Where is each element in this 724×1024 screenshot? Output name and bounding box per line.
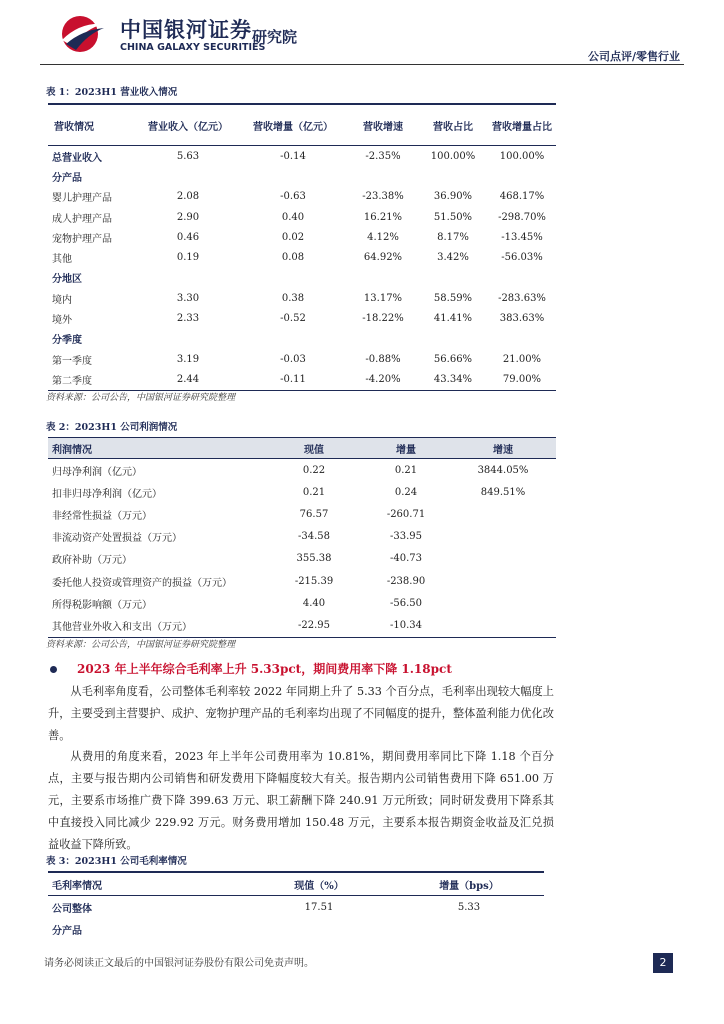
table-cell: -0.88% <box>365 353 401 365</box>
table-cell: 56.66% <box>433 353 473 365</box>
table-row <box>48 227 556 247</box>
table-cell <box>450 503 556 525</box>
table-cell: 849.51% <box>480 486 526 498</box>
table-row <box>48 918 544 940</box>
footer-disclaimer: 请务必阅读正文最后的中国银河证券股份有限公司免责声明。 <box>44 958 314 969</box>
table-cell: 0.22 <box>302 464 326 476</box>
table-cell <box>418 268 488 288</box>
table1-title: 表 1：2023H1 营业收入情况 <box>46 87 178 98</box>
row-label: 总营业收入 <box>52 152 102 164</box>
table-cell: 21.00% <box>502 353 542 365</box>
header-divider <box>40 64 684 65</box>
table-cell: 468.17% <box>499 191 545 203</box>
institute-label: 研究院 <box>252 28 298 46</box>
table-row <box>48 592 556 614</box>
table-row <box>48 207 556 227</box>
table-cell: -23.38% <box>362 191 404 203</box>
table-cell: 2.44 <box>138 369 238 390</box>
report-category: 公司点评/零售行业 <box>587 50 680 63</box>
gross-margin-table <box>48 871 544 940</box>
row-label: 扣非归母净利润（亿元） <box>52 488 162 500</box>
table-cell <box>138 166 238 186</box>
row-label: 宠物护理产品 <box>52 233 112 245</box>
row-label: 境内 <box>52 294 72 306</box>
column-header: 营收增量占比 <box>488 104 556 146</box>
table-cell: 4.40 <box>302 597 326 609</box>
table-cell: -0.52 <box>280 313 306 325</box>
table-row <box>48 247 556 267</box>
row-label: 公司整体 <box>52 903 92 915</box>
table-cell: 58.59% <box>433 292 473 304</box>
table-cell: -283.63% <box>498 292 546 304</box>
table-row <box>48 329 556 349</box>
table-cell <box>244 918 394 940</box>
table-cell: 3.19 <box>176 353 200 365</box>
table-cell: 2.33 <box>176 313 200 325</box>
table-cell <box>238 268 348 288</box>
table-header-row <box>48 104 556 146</box>
table-cell <box>488 268 556 288</box>
table-cell: 0.24 <box>394 486 418 498</box>
table-cell: 0.08 <box>281 252 305 264</box>
table-cell: 100.00% <box>499 150 545 162</box>
table-cell: -0.63 <box>280 191 306 203</box>
table-row <box>48 459 556 482</box>
table-cell <box>450 570 556 592</box>
table-cell: -13.45% <box>501 231 543 243</box>
table-cell: 4.12% <box>367 231 399 243</box>
column-header: 增量 <box>362 438 450 459</box>
row-label: 非流动资产处置损益（万元） <box>52 533 182 545</box>
column-header: 毛利率情况 <box>48 872 244 896</box>
table-cell: 51.50% <box>433 211 473 223</box>
table-cell <box>394 918 544 940</box>
table-cell: -40.73 <box>389 553 422 565</box>
profit-table <box>48 437 556 638</box>
logo-chinese-name: 中国银河证券 <box>120 18 252 42</box>
table-header-row <box>48 438 556 459</box>
column-header: 增量（bps） <box>394 872 544 896</box>
table-cell <box>348 268 418 288</box>
column-header: 现值（%） <box>244 872 394 896</box>
column-header: 营收占比 <box>418 104 488 146</box>
table-cell <box>488 166 556 186</box>
table-cell <box>488 329 556 349</box>
table-cell: 43.34% <box>418 369 488 390</box>
table2-source: 资料来源：公司公告，中国银河证券研究院整理 <box>46 640 236 650</box>
table-cell: -34.58 <box>297 531 330 543</box>
table-cell: 383.63% <box>499 313 545 325</box>
table-cell: 36.90% <box>433 191 473 203</box>
table-row <box>48 896 544 919</box>
row-label: 政府补助（万元） <box>52 555 132 567</box>
table3-title: 表 3：2023H1 公司毛利率情况 <box>46 856 187 867</box>
table-row <box>48 349 556 369</box>
row-label: 分季度 <box>52 335 82 347</box>
row-label: 第二季度 <box>48 369 138 390</box>
table-cell: 0.21 <box>394 464 418 476</box>
row-label: 所得税影响额（万元） <box>52 599 152 611</box>
table-cell: 5.33 <box>457 901 481 913</box>
table-cell: 13.17% <box>363 292 403 304</box>
table-row <box>48 369 556 390</box>
table-cell: 355.38 <box>296 553 332 565</box>
table-cell: -56.03% <box>501 252 543 264</box>
table-cell: -4.20% <box>348 369 418 390</box>
table-row <box>48 308 556 328</box>
table-cell: 17.51 <box>304 901 334 913</box>
table-cell: -215.39 <box>294 575 334 587</box>
table-cell <box>450 614 556 637</box>
revenue-table <box>48 103 556 391</box>
table-cell <box>450 548 556 570</box>
table-cell: -22.95 <box>266 614 362 637</box>
bullet-icon <box>50 666 57 673</box>
row-label: 委托他人投资或管理资产的损益（万元） <box>52 577 232 589</box>
table-cell: -0.11 <box>238 369 348 390</box>
column-header: 营收情况 <box>48 104 138 146</box>
table-cell: 0.19 <box>176 252 200 264</box>
table-cell: -2.35% <box>365 150 401 162</box>
table-cell <box>418 166 488 186</box>
table-row <box>48 548 556 570</box>
table-cell: 76.57 <box>299 508 329 520</box>
column-header: 利润情况 <box>48 438 266 459</box>
table-cell: 0.38 <box>281 292 305 304</box>
paragraph-expenses: 从费用的角度来看，2023 年上半年公司费用率为 10.81%，期间费用率同比下降 1.18 个百分点，主要与报告期内公司销售和研发费用下降幅度较大有关。报告期内公司销售费用下降 651.00 万元，主要系市场推广费下降 399.63 万元、职工薪酬下降 240.91 万元所致；同时研发费用下降系其中直接投入同比减少 229.92 万元。财务费用增加 150.48 万元，主要系本报告期资金收益及汇兑损益收益下降所致。 <box>48 750 554 851</box>
table-cell: 5.63 <box>176 150 200 162</box>
table-row <box>48 268 556 288</box>
table-cell <box>418 329 488 349</box>
table-cell <box>348 166 418 186</box>
table-cell: 0.02 <box>281 231 305 243</box>
table2-title: 表 2：2023H1 公司利润情况 <box>46 422 178 433</box>
table-cell <box>138 329 238 349</box>
row-label: 分地区 <box>52 274 82 286</box>
table-cell: 79.00% <box>488 369 556 390</box>
row-label: 婴儿护理产品 <box>52 193 112 205</box>
column-header: 营业收入（亿元） <box>138 104 238 146</box>
page-number: 2 <box>653 953 673 973</box>
table-cell: -0.03 <box>280 353 306 365</box>
row-label: 境外 <box>52 315 72 327</box>
table-cell: 0.21 <box>302 486 326 498</box>
table-row <box>48 614 556 637</box>
table-cell <box>138 268 238 288</box>
table-cell: -56.50 <box>389 597 422 609</box>
column-header: 营收增量（亿元） <box>238 104 348 146</box>
table-row <box>48 166 556 186</box>
table-cell: 0.40 <box>281 211 305 223</box>
table-row <box>48 503 556 525</box>
paragraph-gross-margin: 从毛利率角度看，公司整体毛利率较 2022 年同期上升了 5.33 个百分点，毛利率出现较大幅度上升，主要受到主营婴护、成护、宠物护理产品的毛利率均出现了不同幅度的提升，整体盈利能力优化改善。 <box>48 685 554 742</box>
table-row <box>48 481 556 503</box>
table-cell: 2.90 <box>176 211 200 223</box>
table-cell: -298.70% <box>498 211 546 223</box>
table-cell: 8.17% <box>437 231 469 243</box>
table-cell: 100.00% <box>430 150 476 162</box>
section-heading-text: 2023 年上半年综合毛利率上升 5.33pct，期间费用率下降 1.18pct <box>77 662 452 676</box>
galaxy-logo-icon <box>58 14 106 54</box>
row-label: 成人护理产品 <box>52 213 112 225</box>
table-cell: 41.41% <box>433 313 473 325</box>
table-cell: -0.14 <box>280 150 306 162</box>
table-cell: -33.95 <box>389 531 422 543</box>
table-row <box>48 146 556 167</box>
row-label: 归母净利润（亿元） <box>52 466 142 478</box>
table-cell: -260.71 <box>386 508 426 520</box>
table-cell <box>348 329 418 349</box>
table1-source: 资料来源：公司公告，中国银河证券研究院整理 <box>46 393 236 403</box>
table-cell: 3.30 <box>176 292 200 304</box>
table-cell: 16.21% <box>363 211 403 223</box>
table-cell: -18.22% <box>362 313 404 325</box>
table-cell: 3.42% <box>437 252 469 264</box>
table-cell <box>238 166 348 186</box>
row-label: 分产品 <box>52 925 82 937</box>
table-cell: 64.92% <box>363 252 403 264</box>
column-header: 增速 <box>450 438 556 459</box>
row-label: 其他 <box>52 254 72 266</box>
table-row <box>48 288 556 308</box>
table-cell: -238.90 <box>386 575 426 587</box>
table-header-row <box>48 872 544 896</box>
table-row <box>48 187 556 207</box>
table-row <box>48 570 556 592</box>
table-cell: -10.34 <box>362 614 450 637</box>
column-header: 现值 <box>266 438 362 459</box>
table-row <box>48 526 556 548</box>
table-cell <box>450 592 556 614</box>
table-cell: 2.08 <box>176 191 200 203</box>
table-cell <box>450 526 556 548</box>
row-label: 其他营业外收入和支出（万元） <box>48 614 266 637</box>
row-label: 分产品 <box>52 172 82 184</box>
logo-english-name: CHINA GALAXY SECURITIES <box>120 42 266 53</box>
section-heading <box>50 660 452 677</box>
table-cell: 3844.05% <box>477 464 529 476</box>
row-label: 第一季度 <box>52 355 92 367</box>
row-label: 非经常性损益（万元） <box>52 510 152 522</box>
table-cell <box>238 329 348 349</box>
column-header: 营收增速 <box>348 104 418 146</box>
table-cell: 0.46 <box>176 231 200 243</box>
